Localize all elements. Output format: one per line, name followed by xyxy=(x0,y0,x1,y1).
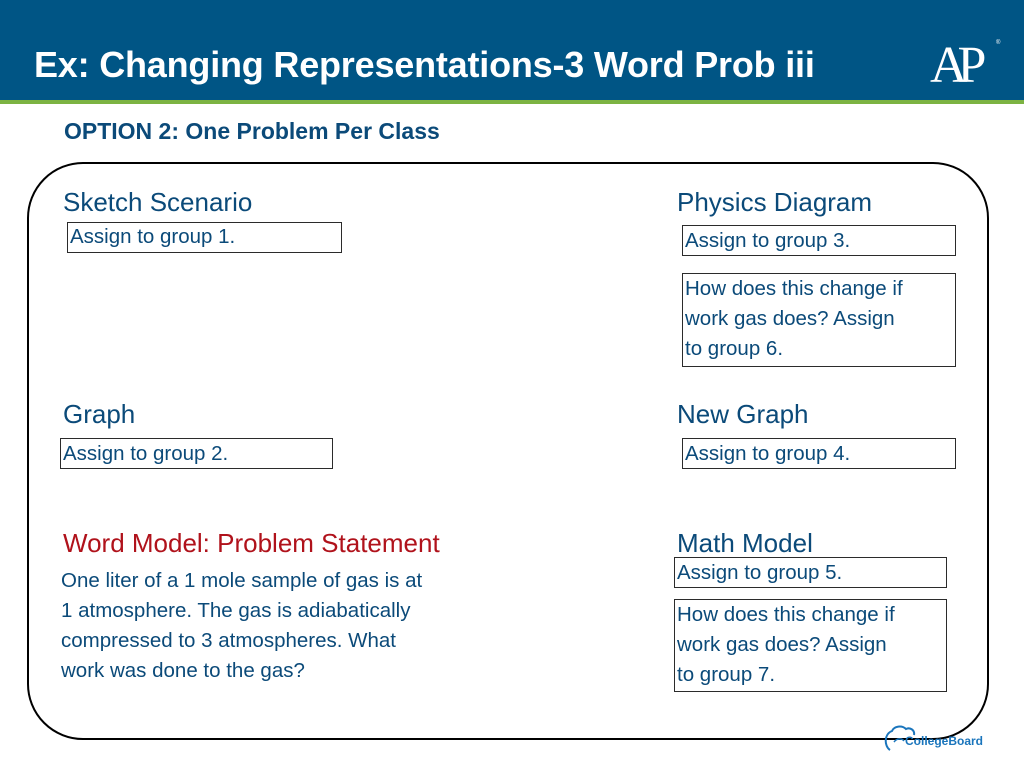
math-assign-box xyxy=(674,557,947,588)
math-model-label: Math Model xyxy=(677,528,813,558)
math-followup-line: How does this change if xyxy=(677,603,895,626)
word-model-label: Word Model: Problem Statement xyxy=(63,528,440,558)
new-graph-label: New Graph xyxy=(677,399,809,429)
ap-logo xyxy=(930,38,1002,90)
physics-followup-line: How does this change if xyxy=(685,277,903,300)
physics-diagram-label: Physics Diagram xyxy=(677,187,873,217)
sketch-scenario-label: Sketch Scenario xyxy=(63,187,253,217)
physics-followup-box xyxy=(682,273,956,367)
ap-logo-text: AP xyxy=(930,38,977,90)
math-followup-line: work gas does? Assign xyxy=(677,633,887,656)
new-graph-assign-text: Assign to group 4. xyxy=(685,442,851,465)
sketch-assign-box xyxy=(67,222,342,253)
math-followup-line: to group 7. xyxy=(677,663,776,686)
math-assign-text: Assign to group 5. xyxy=(677,561,843,584)
problem-line: One liter of a 1 mole sample of gas is at xyxy=(61,569,423,592)
problem-statement xyxy=(61,566,531,686)
problem-line: compressed to 3 atmospheres. What xyxy=(61,629,396,652)
header-rule xyxy=(0,100,1024,104)
problem-line: work was done to the gas? xyxy=(61,659,305,682)
slide-title: Ex: Changing Representations-3 Word Prob iii xyxy=(34,44,815,85)
physics-followup-line: to group 6. xyxy=(685,337,784,360)
physics-assign-text: Assign to group 3. xyxy=(685,229,851,252)
math-followup-box xyxy=(674,599,947,692)
graph-assign-text: Assign to group 2. xyxy=(63,442,229,465)
new-graph-assign-box xyxy=(682,438,956,469)
physics-assign-box xyxy=(682,225,956,256)
graph-label: Graph xyxy=(63,399,136,429)
problem-line: 1 atmosphere. The gas is adiabatically xyxy=(61,599,411,622)
collegeboard-logo-text: CollegeBoard xyxy=(905,734,984,748)
physics-followup-line: work gas does? Assign xyxy=(685,307,895,330)
ap-registered-mark: ® xyxy=(996,40,1001,46)
sketch-assign-text: Assign to group 1. xyxy=(70,225,236,248)
graph-assign-box xyxy=(60,438,333,469)
option-heading: OPTION 2: One Problem Per Class xyxy=(64,118,440,144)
